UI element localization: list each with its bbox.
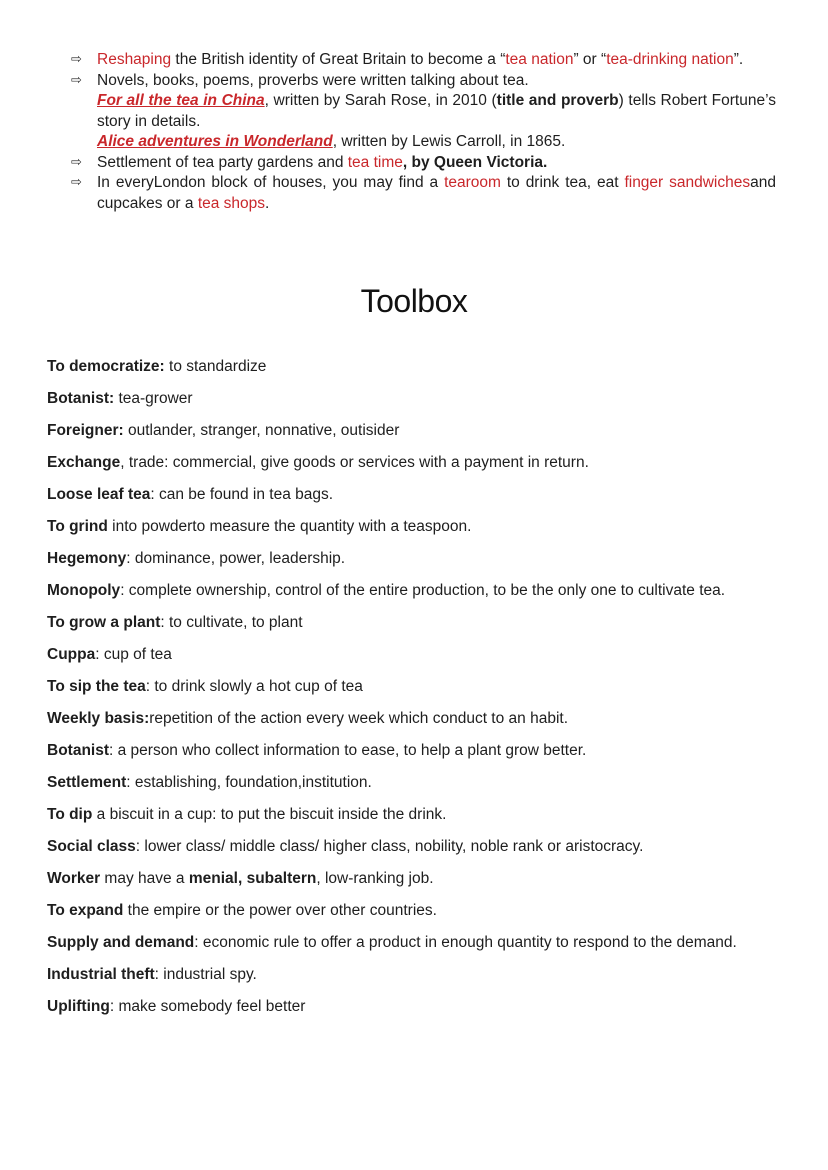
bullet-list xyxy=(71,50,776,214)
highlight-text: tea nation xyxy=(505,51,574,68)
highlight-text: tearoom xyxy=(444,174,501,191)
glossary-term: To grind xyxy=(47,518,108,535)
glossary-term: Supply and demand xyxy=(47,934,195,951)
glossary-term: Loose leaf tea xyxy=(47,486,151,503)
glossary-definition: : economic rule to offer a product in enough quantity to respond to the demand. xyxy=(194,934,737,951)
bullet-text: . xyxy=(265,194,270,212)
bullet-text: , written by Lewis Carroll, in 1865. xyxy=(332,133,566,150)
highlight-text: finger sandwiches xyxy=(624,174,751,191)
glossary-entry xyxy=(47,580,775,601)
highlight-text: Reshaping xyxy=(97,51,172,68)
glossary-definition: : to drink slowly a hot cup of tea xyxy=(145,678,363,695)
glossary-entry xyxy=(47,996,775,1017)
glossary-definition: : cup of tea xyxy=(95,646,172,663)
glossary-term: Industrial theft xyxy=(47,966,155,983)
glossary-entry xyxy=(47,676,775,697)
bullet-item xyxy=(71,50,776,71)
glossary-term: Weekly basis: xyxy=(47,710,150,727)
bullet-text: to drink tea, eat xyxy=(500,174,625,191)
glossary-term: Foreigner: xyxy=(47,422,124,439)
book-line xyxy=(97,91,776,132)
bullet-text: , by Queen Victoria. xyxy=(402,153,548,171)
glossary-entry xyxy=(47,804,775,825)
glossary-entry xyxy=(47,356,775,377)
glossary-definition: into powderto measure the quantity with a teaspoon. xyxy=(107,518,472,535)
glossary-term: To grow a plant xyxy=(47,614,161,631)
glossary-entry xyxy=(47,644,775,665)
glossary-entry xyxy=(47,548,775,569)
glossary-entry xyxy=(47,836,775,857)
glossary-entry xyxy=(47,420,775,441)
glossary-entry xyxy=(47,612,775,633)
glossary-term: Botanist: xyxy=(47,390,115,407)
glossary-term: Exchange xyxy=(47,454,121,471)
glossary-definition: : make somebody feel better xyxy=(109,998,306,1015)
bullet-text: Settlement of tea party gardens and xyxy=(97,153,348,171)
glossary-term: To dip xyxy=(47,806,93,823)
glossary-entry xyxy=(47,388,775,409)
glossary-term: Monopoly xyxy=(47,582,121,599)
glossary-entry xyxy=(47,484,775,505)
glossary-definition: tea-grower xyxy=(114,390,193,407)
glossary-definition: : a person who collect information to ease, to help a plant grow better. xyxy=(109,742,587,759)
bullet-text: ”. xyxy=(733,51,744,68)
glossary-term: Social class xyxy=(47,838,136,855)
glossary-definition: : establishing, foundation,institution. xyxy=(126,774,372,791)
glossary-definition: repetition of the action every week which conduct to an habit. xyxy=(149,710,568,727)
glossary-term: Cuppa xyxy=(47,646,96,663)
bullet-text: ” or “ xyxy=(573,51,607,68)
glossary-term: Settlement xyxy=(47,774,127,791)
page-title: Toolbox xyxy=(360,283,468,319)
toolbox-glossary xyxy=(47,356,775,1017)
glossary-term: Uplifting xyxy=(47,998,110,1015)
glossary-entry xyxy=(47,868,775,889)
glossary-entry xyxy=(47,516,775,537)
glossary-definition: , low-ranking job. xyxy=(316,870,434,887)
bullet-text: Novels, books, poems, proverbs were written talking about tea. xyxy=(97,71,529,89)
glossary-term: To democratize: xyxy=(47,358,165,375)
bullet-text: the British identity of Great Britain to become a “ xyxy=(171,51,506,68)
bullet-text: and cupcakes or a xyxy=(97,174,776,212)
glossary-definition: , trade: commercial, give goods or services with a payment in return. xyxy=(120,454,589,471)
glossary-definition: : to cultivate, to plant xyxy=(160,614,303,631)
glossary-term: Worker xyxy=(47,870,101,887)
glossary-term: Botanist xyxy=(47,742,109,759)
bullet-item xyxy=(71,71,776,153)
glossary-definition: : complete ownership, control of the entire production, to be the only one to cultivate tea. xyxy=(120,582,726,599)
book-title-link: Alice adventures in Wonderland xyxy=(97,133,333,150)
bullet-item xyxy=(71,173,776,214)
arrow-bullet-icon: ⇨ xyxy=(71,52,82,67)
glossary-definition: the empire or the power over other countries. xyxy=(123,902,437,919)
book-line xyxy=(97,132,776,153)
glossary-term: Hegemony xyxy=(47,550,127,567)
glossary-entry xyxy=(47,964,775,985)
bullet-text: , written by Sarah Rose, in 2010 ( xyxy=(264,92,497,109)
glossary-definition: : industrial spy. xyxy=(154,966,257,983)
highlight-text: tea time xyxy=(347,153,403,171)
glossary-definition: : can be found in tea bags. xyxy=(150,486,334,503)
glossary-entry xyxy=(47,740,775,761)
bold-text: title and proverb xyxy=(496,92,619,109)
glossary-entry xyxy=(47,772,775,793)
highlight-text: tea-drinking nation xyxy=(606,51,734,68)
glossary-term: menial, subaltern xyxy=(188,870,317,887)
bullet-text: ) tells Robert Fortune’s story in details. xyxy=(97,92,777,130)
arrow-bullet-icon: ⇨ xyxy=(71,154,82,170)
glossary-term: To expand xyxy=(47,902,124,919)
highlight-text: tea shops xyxy=(197,194,266,212)
glossary-definition: to standardize xyxy=(164,358,267,375)
bullet-item xyxy=(71,153,776,174)
glossary-definition: : dominance, power, leadership. xyxy=(126,550,346,567)
book-title-link: For all the tea in China xyxy=(97,92,265,109)
arrow-bullet-icon: ⇨ xyxy=(71,175,82,190)
glossary-entry xyxy=(47,452,775,473)
glossary-entry xyxy=(47,708,775,729)
glossary-definition: outlander, stranger, nonnative, outisider xyxy=(123,422,400,439)
glossary-definition: : lower class/ middle class/ higher class, nobility, noble rank or aristocracy. xyxy=(135,838,644,855)
glossary-definition: may have a xyxy=(100,870,189,887)
glossary-term: To sip the tea xyxy=(47,678,146,695)
arrow-bullet-icon: ⇨ xyxy=(71,72,82,88)
glossary-entry xyxy=(47,932,775,953)
glossary-definition: a biscuit in a cup: to put the biscuit inside the drink. xyxy=(92,806,447,823)
glossary-entry xyxy=(47,900,775,921)
bullet-text: In everyLondon block of houses, you may find a xyxy=(97,174,445,191)
